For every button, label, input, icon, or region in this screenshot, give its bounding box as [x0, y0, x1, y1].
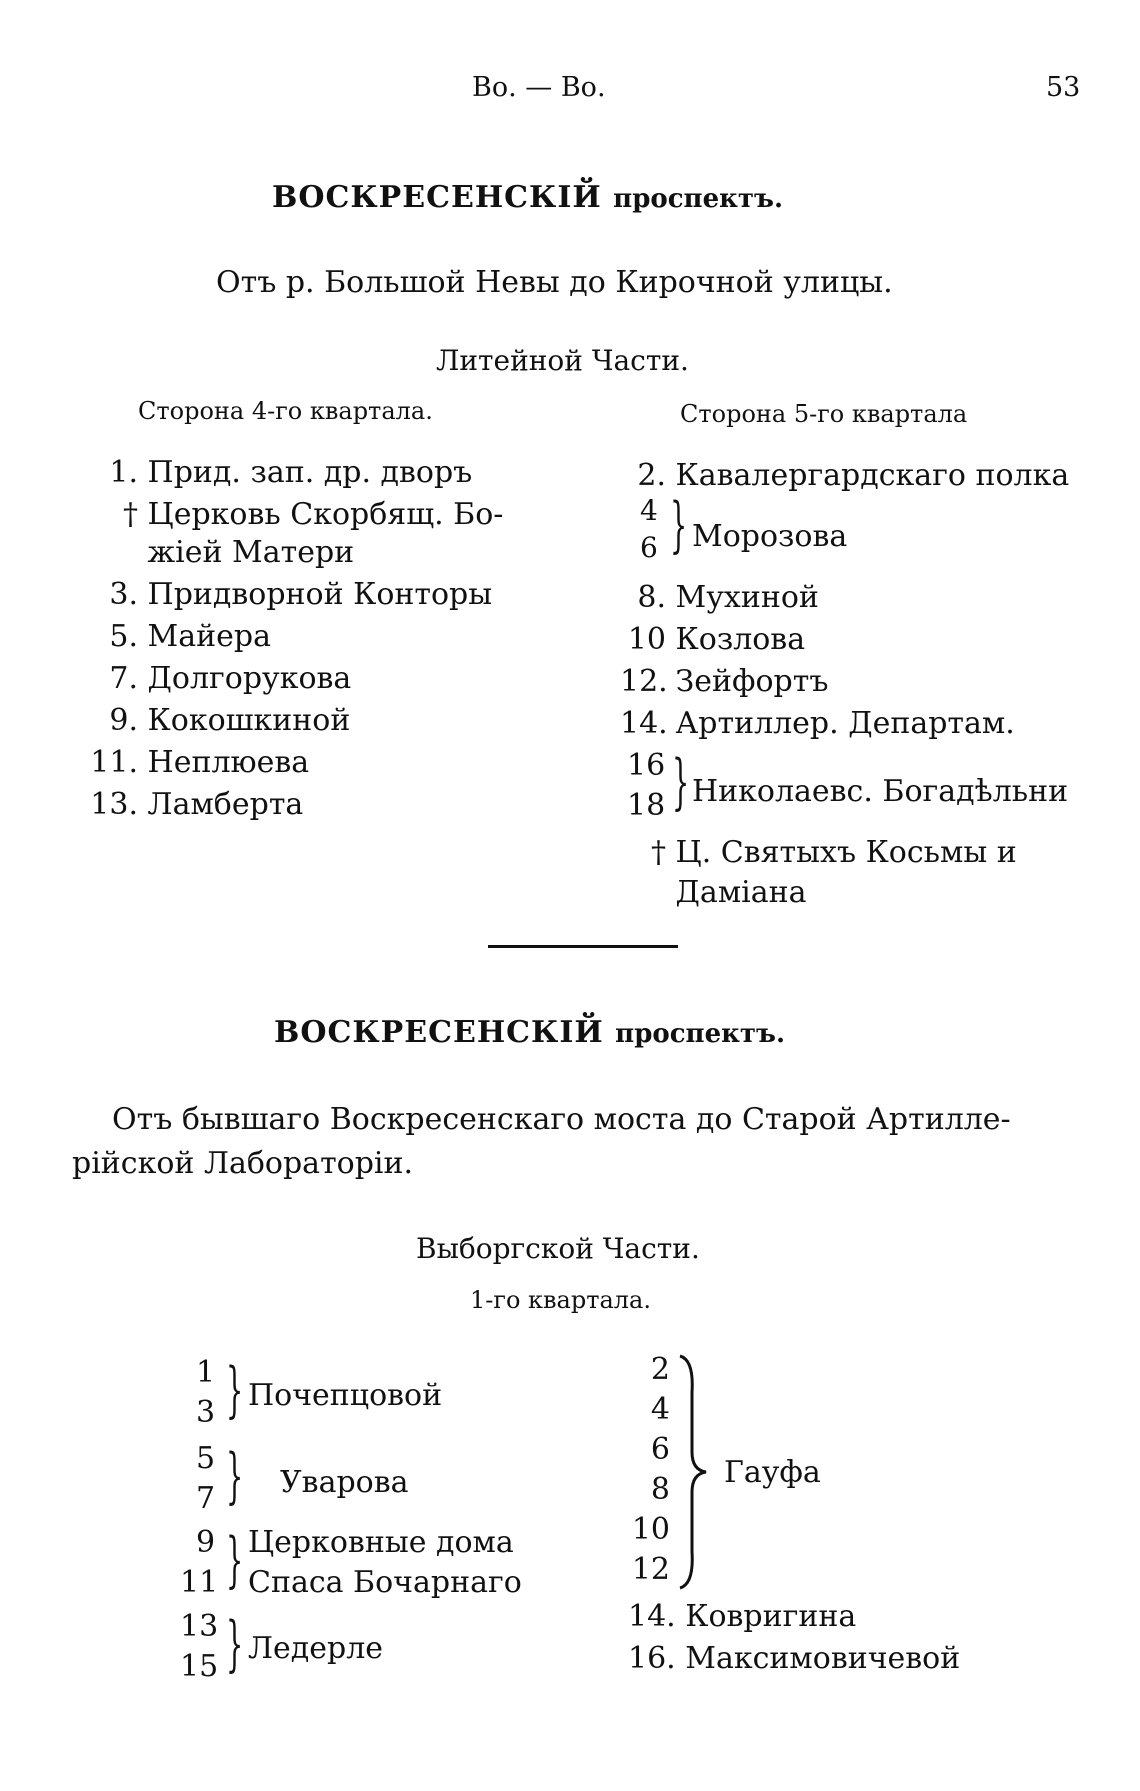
list-item: Морозова	[692, 519, 848, 554]
section1-left-list	[68, 452, 503, 826]
section2-part: Выборгской Части.	[416, 1232, 700, 1265]
list-item: Уварова	[280, 1465, 409, 1500]
section1-subtitle: Отъ р. Большой Невы до Кирочной улицы.	[216, 265, 893, 300]
page-number: 53	[1046, 72, 1081, 103]
section1-part: Литейной Части.	[436, 344, 689, 377]
group-number: 7	[196, 1481, 216, 1516]
list-item: 7. Долгорукова	[109, 661, 352, 696]
section2-title	[274, 1015, 785, 1050]
list-item: 12. Зейфортъ	[620, 664, 829, 699]
list-item: 10 Козлова	[627, 622, 806, 657]
list-item: † Церковь Скорбящ. Бо-	[123, 497, 504, 532]
section1-left-side: Сторона 4-го квартала.	[138, 397, 433, 425]
list-item: жіей Матери	[147, 535, 355, 570]
list-item: Церковные дома	[248, 1525, 514, 1560]
section1-title-rest: проспектъ.	[613, 184, 784, 214]
group-number: 18	[627, 788, 666, 823]
list-item: Николаевс. Богадѣльни	[692, 774, 1069, 809]
list-item: 8. Мухиной	[637, 580, 819, 615]
group-numbers: 2 4 6 8 10 12	[631, 1352, 670, 1587]
brace: }	[226, 1441, 244, 1511]
list-item: 9. Кокошкиной	[109, 703, 351, 738]
list-item: † Ц. Святыхъ Косьмы и	[651, 835, 1017, 870]
section1-title	[272, 180, 783, 215]
list-item: 1. Прид. зап. др. дворъ	[109, 455, 473, 490]
section2-subtitle-line1: Отъ бывшаго Воскресенскаго моста до Старой Артилле-	[112, 1102, 1011, 1137]
section2-subtitle-line2: рійской Лабораторіи.	[72, 1146, 414, 1181]
group-number: 11	[180, 1565, 219, 1600]
list-item: Спаса Бочарнаго	[248, 1565, 522, 1600]
brace: }	[226, 1609, 244, 1679]
group-number: 1	[196, 1355, 216, 1390]
section2-quarter: 1-го квартала.	[470, 1286, 651, 1314]
list-item: 16. Максимовичевой	[628, 1641, 961, 1676]
list-item: Даміана	[675, 875, 807, 910]
list-item: 5. Майера	[109, 619, 271, 654]
group-number: 6	[640, 531, 658, 564]
group-number: 15	[180, 1649, 219, 1684]
group-number: 4	[640, 494, 658, 527]
section1-title-bold: ВОСКРЕСЕНСКІЙ	[272, 180, 602, 215]
list-item: 14. Артиллер. Департам.	[620, 706, 1015, 741]
section2-title-bold: ВОСКРЕСЕНСКІЙ	[274, 1015, 604, 1050]
brace: }	[672, 747, 690, 817]
list-item: Гауфа	[724, 1455, 821, 1490]
brace: }	[226, 1525, 244, 1595]
list-item: Почепцовой	[248, 1378, 443, 1413]
list-item: 3. Придворной Конторы	[109, 577, 493, 612]
list-item: 13. Ламберта	[90, 787, 304, 822]
running-head: Во. — Во.	[472, 72, 606, 103]
list-item: Ледерле	[248, 1631, 384, 1666]
section-divider	[488, 945, 678, 948]
list-item: 11. Неплюева	[90, 745, 310, 780]
group-number: 5	[196, 1441, 216, 1476]
brace: }	[226, 1355, 244, 1425]
brace	[676, 1352, 710, 1592]
list-item: 2. Кавалергардскаго полка	[637, 458, 1070, 493]
brace: }	[670, 490, 688, 560]
group-number: 16	[627, 748, 666, 783]
section1-right-side: Сторона 5-го квартала	[680, 400, 968, 428]
group-number: 3	[196, 1395, 216, 1430]
section2-title-rest: проспектъ.	[615, 1019, 786, 1049]
group-number: 9	[196, 1525, 216, 1560]
group-number: 13	[180, 1609, 219, 1644]
list-item: 14. Ковригина	[628, 1599, 857, 1634]
